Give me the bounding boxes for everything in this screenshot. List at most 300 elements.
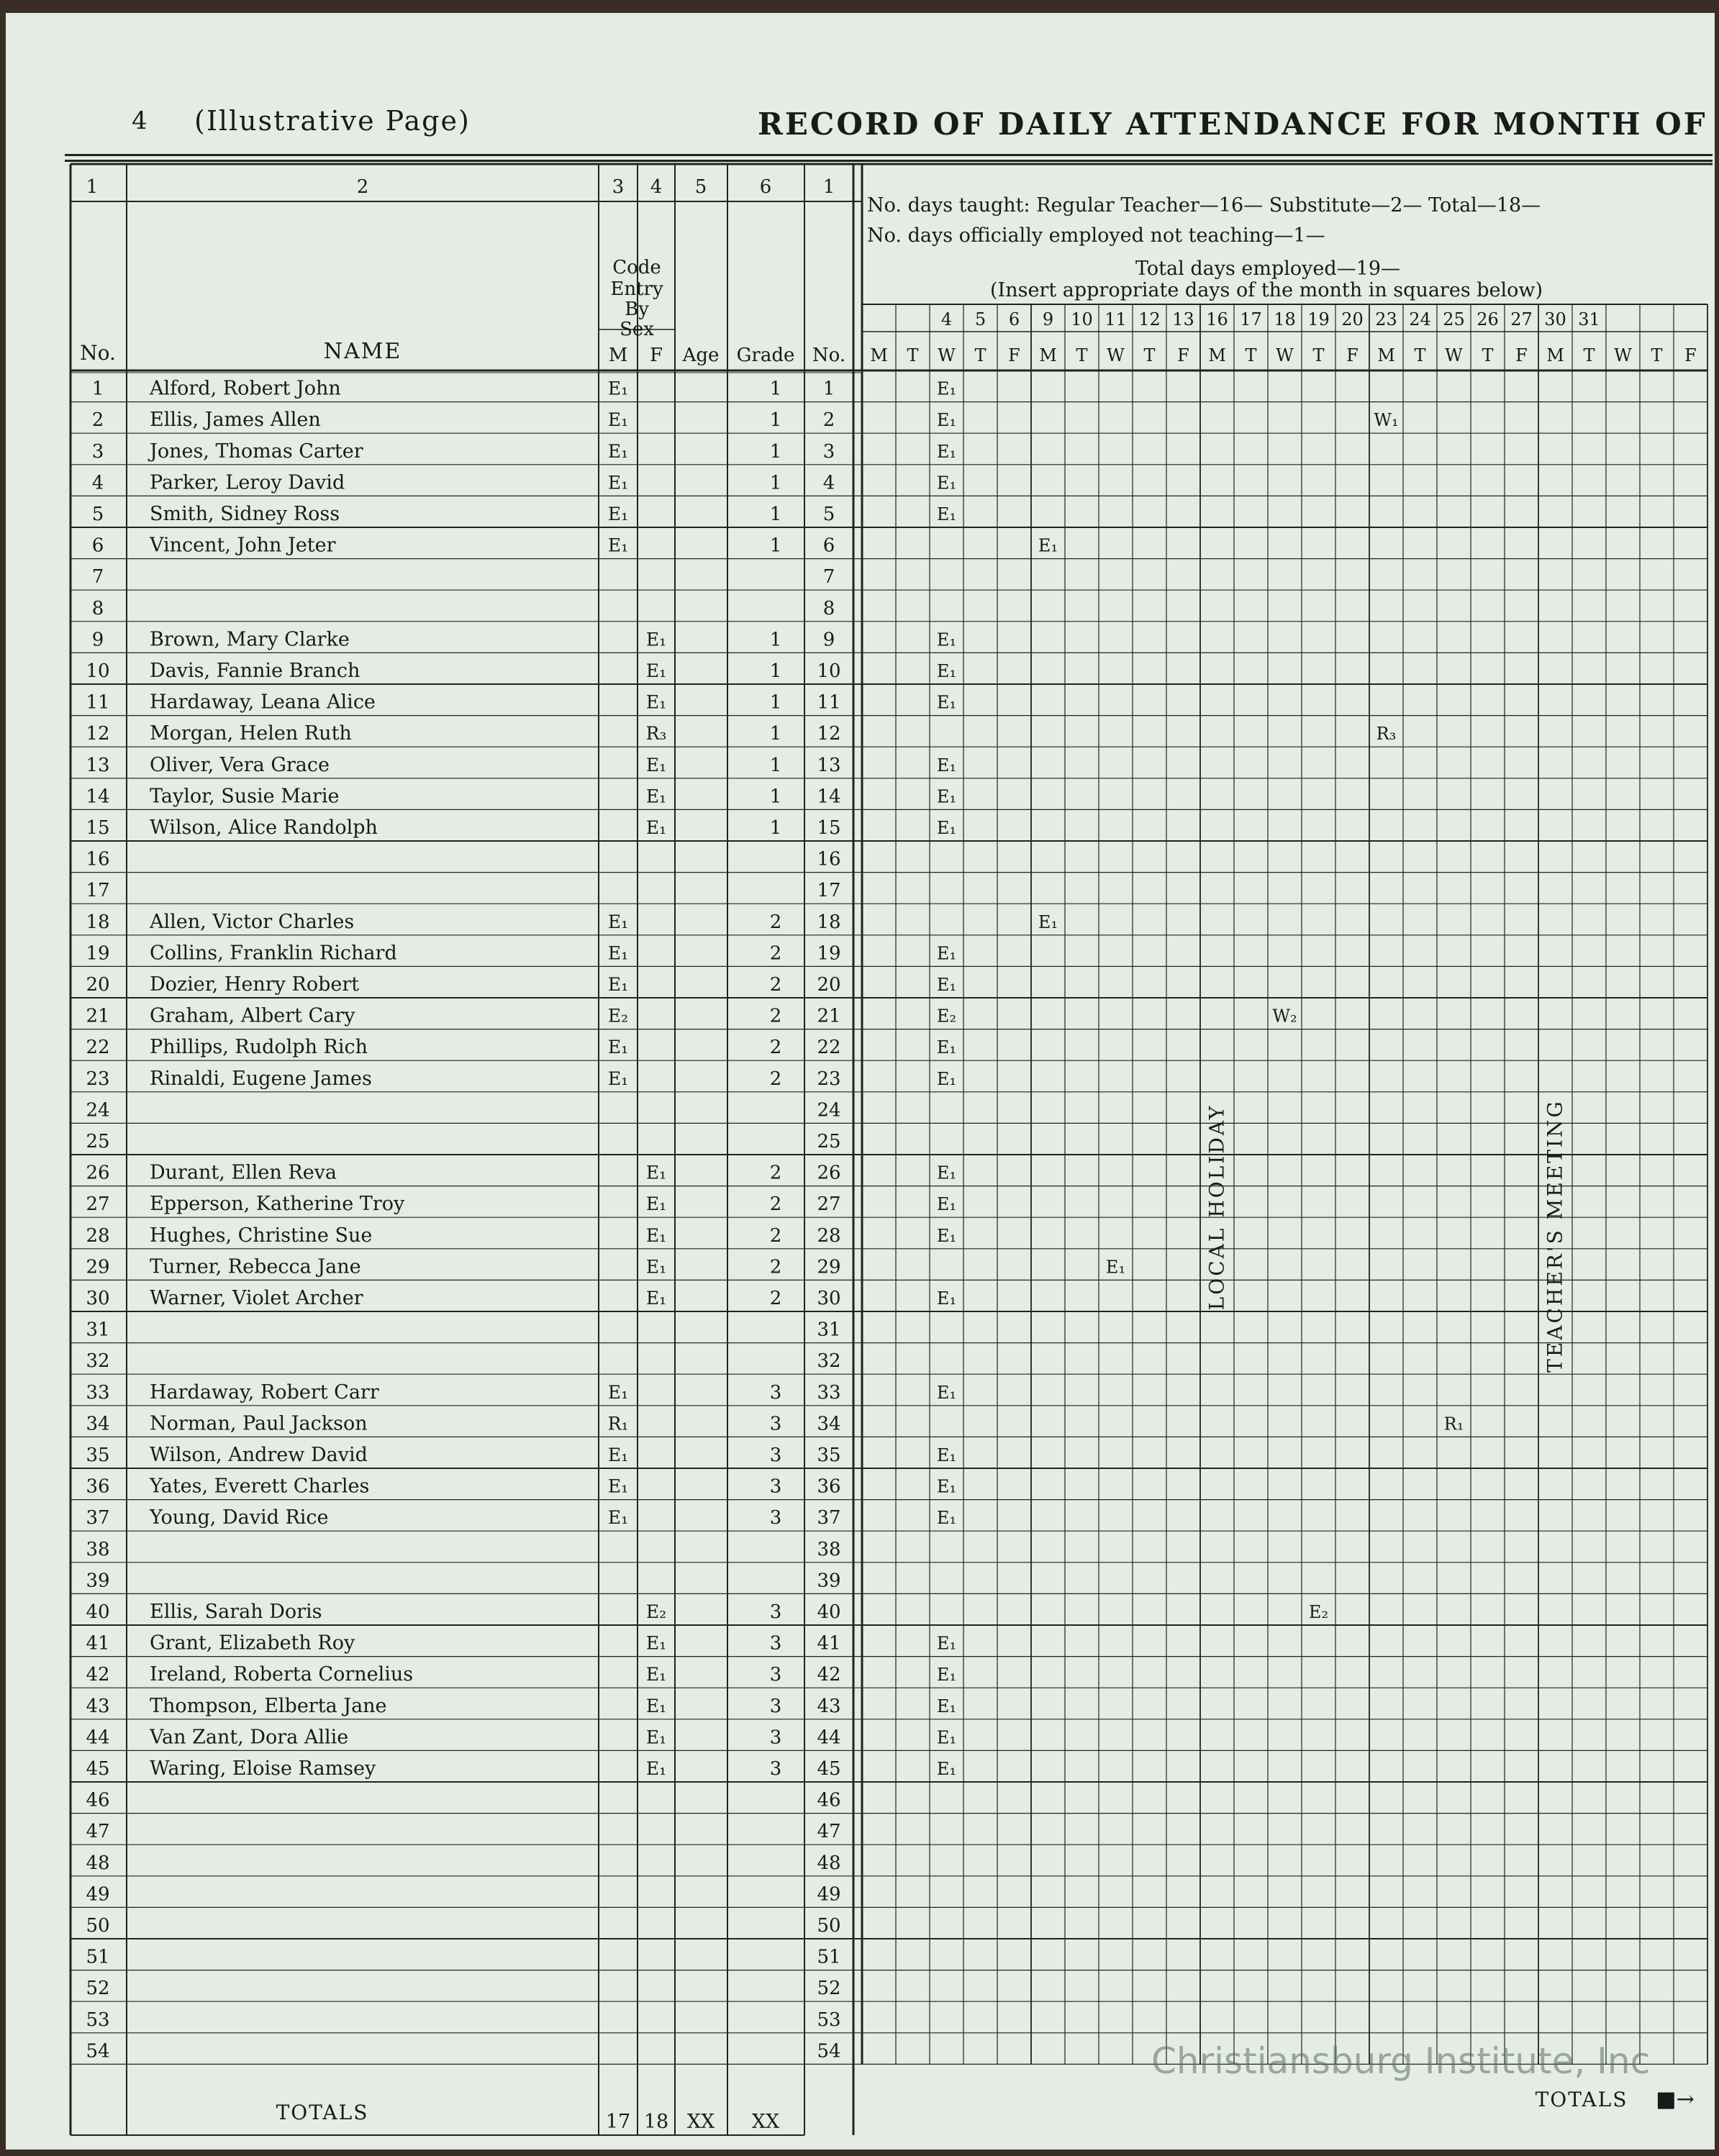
row-number-right: 4 [822, 472, 835, 494]
student-name: Yates, Everett Charles [150, 1475, 370, 1498]
attendance-entry: E₁ [936, 1633, 957, 1654]
calendar-date: 27 [1510, 309, 1533, 329]
row-number-right: 10 [817, 660, 841, 682]
code-m: E₁ [607, 472, 629, 493]
grade: 3 [769, 1727, 782, 1749]
attendance-entry: E₁ [936, 1225, 957, 1246]
row-number: 41 [86, 1632, 110, 1655]
grade: 2 [769, 1037, 782, 1059]
attendance-entry: E₁ [936, 504, 957, 524]
student-name: Rinaldi, Eugene James [150, 1067, 372, 1090]
row-number-right: 52 [817, 1978, 841, 2000]
totals-arrow-icon: ■→ [1656, 2087, 1695, 2112]
attendance-entry: E₁ [936, 410, 957, 431]
total-f: 18 [643, 2111, 669, 2133]
total-age: XX [686, 2111, 715, 2133]
grade: 1 [769, 691, 782, 714]
calendar-weekday: W [1445, 345, 1463, 365]
row-number: 1 [91, 378, 104, 400]
calendar-weekday: M [870, 345, 888, 365]
code-header: Sex [620, 319, 654, 340]
calendar-weekday: T [1312, 345, 1325, 365]
calendar-date: 26 [1477, 309, 1499, 329]
student-name: Collins, Franklin Richard [150, 942, 397, 965]
row-number: 9 [91, 629, 104, 651]
row-number-right: 12 [817, 723, 841, 745]
calendar-date: 11 [1105, 309, 1127, 329]
attendance-entry: E₁ [936, 1068, 957, 1089]
code-f: E₁ [645, 786, 667, 807]
code-m: E₁ [607, 409, 629, 431]
attendance-sheet [6, 13, 1715, 2150]
row-number: 5 [91, 504, 104, 525]
row-number: 30 [86, 1288, 110, 1309]
row-number-right: 36 [817, 1475, 841, 1498]
row-number: 53 [86, 2009, 110, 2031]
attendance-entry: E₁ [936, 1476, 957, 1497]
code-f: E₁ [645, 691, 667, 713]
student-name: Ellis, Sarah Doris [150, 1601, 322, 1623]
calendar-date: 25 [1443, 309, 1465, 329]
row-number-right: 9 [822, 629, 835, 651]
row-number: 34 [86, 1413, 110, 1435]
row-number: 29 [86, 1256, 110, 1278]
row-number-right: 25 [817, 1131, 841, 1152]
row-number-right: 22 [817, 1037, 841, 1059]
calendar-weekday: M [1208, 345, 1226, 365]
row-number-right: 32 [817, 1350, 841, 1373]
student-name: Hughes, Christine Sue [150, 1224, 373, 1247]
instruction-line: (Insert appropriate days of the month in squares below) [990, 279, 1543, 301]
calendar-weekday: W [1614, 345, 1632, 365]
row-number: 15 [86, 817, 110, 839]
grade: 3 [769, 1664, 782, 1686]
attendance-entry: E₁ [936, 1163, 957, 1183]
row-number: 45 [86, 1758, 110, 1780]
row-number: 33 [86, 1381, 110, 1404]
grade: 3 [769, 1381, 782, 1404]
calendar-weekday: F [1515, 345, 1528, 365]
watermark: Christiansburg Institute, Inc [1151, 2040, 1651, 2082]
attendance-entry: E₁ [936, 1445, 957, 1465]
row-number: 39 [86, 1570, 110, 1592]
attendance-entry: E₂ [936, 1006, 957, 1027]
row-number: 40 [86, 1601, 110, 1623]
row-number: 4 [91, 472, 104, 494]
calendar-date: 23 [1375, 309, 1397, 329]
student-name: Turner, Rebecca Jane [150, 1255, 361, 1278]
attendance-entry: E₁ [936, 629, 957, 650]
column-number: 5 [694, 176, 707, 198]
attendance-entry: E₁ [936, 1194, 957, 1215]
grade: 2 [769, 942, 782, 965]
row-number-right: 13 [817, 754, 841, 776]
teachers-meeting-label: TEACHER'S MEETING [1543, 1099, 1567, 1373]
code-f: E₁ [645, 1256, 667, 1278]
total-grade: XX [751, 2111, 780, 2133]
row-number: 36 [86, 1475, 110, 1498]
row-number-right: 28 [817, 1224, 841, 1247]
row-number: 52 [86, 1978, 110, 2000]
code-m: E₁ [607, 942, 629, 964]
attendance-entry: E₁ [936, 378, 957, 399]
row-number-right: 11 [817, 691, 841, 714]
row-number: 26 [86, 1162, 110, 1184]
row-number-right: 3 [822, 440, 835, 463]
f-header: F [649, 345, 663, 366]
calendar-weekday: T [1143, 345, 1156, 365]
calendar-weekday: F [1008, 345, 1020, 365]
code-f: E₁ [645, 1193, 667, 1215]
grade: 1 [769, 786, 782, 808]
calendar-weekday: F [1346, 345, 1359, 365]
code-f: E₁ [645, 660, 667, 681]
grade: 3 [769, 1413, 782, 1435]
student-name: Warner, Violet Archer [150, 1287, 363, 1309]
row-number: 19 [86, 942, 110, 965]
row-number-right: 43 [817, 1695, 841, 1717]
calendar-weekday: F [1177, 345, 1189, 365]
student-name: Dozier, Henry Robert [150, 973, 360, 996]
calendar-date: 19 [1307, 309, 1330, 329]
grade: 1 [769, 817, 782, 839]
grade: 2 [769, 1288, 782, 1309]
student-name: Wilson, Alice Randolph [150, 817, 378, 839]
calendar-weekday: T [1076, 345, 1088, 365]
row-number: 47 [86, 1821, 110, 1843]
row-number: 35 [86, 1445, 110, 1466]
row-number-right: 27 [817, 1193, 841, 1216]
grade: 1 [769, 660, 782, 682]
calendar-weekday: T [974, 345, 987, 365]
row-number: 50 [86, 1915, 110, 1937]
row-number: 32 [86, 1350, 110, 1373]
column-number: 1 [86, 176, 99, 198]
calendar-weekday: W [938, 345, 956, 365]
column-number: 2 [356, 176, 369, 198]
row-number-right: 49 [817, 1883, 841, 1906]
attendance-grid [6, 13, 1715, 2150]
calendar-date: 17 [1240, 309, 1262, 329]
grade: 2 [769, 1068, 782, 1090]
code-f: E₁ [645, 1664, 667, 1686]
student-name: Epperson, Katherine Troy [150, 1193, 405, 1216]
code-f: E₁ [645, 1758, 667, 1779]
code-m: E₁ [607, 911, 629, 932]
attendance-entry: E₁ [936, 1288, 957, 1309]
row-number-right: 47 [817, 1821, 841, 1843]
code-header: Code [612, 257, 661, 278]
row-number-right: 20 [817, 974, 841, 996]
calendar-date: 9 [1042, 309, 1054, 329]
student-name: Ireland, Roberta Cornelius [150, 1663, 414, 1686]
totals-label: TOTALS [276, 2101, 369, 2124]
calendar-date: 24 [1409, 309, 1431, 329]
grade: 3 [769, 1475, 782, 1498]
calendar-weekday: T [1482, 345, 1494, 365]
row-number-right: 7 [822, 566, 835, 588]
code-header: Entry [610, 278, 663, 300]
student-name: Norman, Paul Jackson [150, 1412, 368, 1435]
code-m: E₁ [607, 1037, 629, 1058]
attendance-entry: E₁ [936, 1759, 957, 1779]
row-number: 11 [86, 691, 110, 714]
row-number: 14 [86, 786, 110, 808]
row-number: 48 [86, 1852, 110, 1874]
student-name: Ellis, James Allen [150, 409, 321, 432]
row-number-right: 15 [817, 817, 841, 839]
code-m: E₁ [607, 1507, 629, 1529]
calendar-date: 10 [1071, 309, 1093, 329]
student-name: Davis, Fannie Branch [150, 660, 360, 682]
no-header: No. [80, 341, 116, 365]
student-name: Smith, Sidney Ross [150, 503, 340, 525]
code-m: E₁ [607, 974, 629, 995]
grade: 3 [769, 1758, 782, 1780]
calendar-date: 5 [974, 309, 987, 329]
grade: 1 [769, 472, 782, 494]
row-number-right: 18 [817, 911, 841, 933]
calendar-weekday: M [1377, 345, 1395, 365]
totals-right-label: TOTALS [1535, 2088, 1628, 2111]
student-name: Brown, Mary Clarke [150, 628, 350, 651]
column-number: 3 [612, 176, 625, 198]
attendance-entry: E₁ [936, 1696, 957, 1716]
attendance-entry: E₁ [936, 755, 957, 775]
row-number: 42 [86, 1664, 110, 1686]
student-name: Vincent, John Jeter [150, 534, 336, 557]
calendar-weekday: F [1684, 345, 1697, 365]
student-name: Durant, Ellen Reva [150, 1161, 337, 1184]
code-f: E₁ [645, 1288, 667, 1309]
column-number: 1 [822, 176, 835, 198]
attendance-entry: E₁ [936, 692, 957, 713]
student-name: Allen, Victor Charles [150, 910, 355, 933]
row-number-right: 50 [817, 1915, 841, 1937]
grade: 1 [769, 535, 782, 557]
code-f: E₁ [645, 1695, 667, 1716]
grade: 3 [769, 1695, 782, 1717]
column-number: 6 [759, 176, 772, 198]
row-number-right: 21 [817, 1005, 841, 1027]
grade: 1 [769, 504, 782, 525]
attendance-entry: E₁ [1105, 1257, 1126, 1278]
age-header: Age [682, 345, 720, 366]
row-number: 18 [86, 911, 110, 933]
student-name: Phillips, Rudolph Rich [150, 1036, 368, 1059]
row-number-right: 8 [822, 597, 835, 619]
attendance-entry: E₁ [936, 975, 957, 995]
student-name: Hardaway, Leana Alice [150, 691, 376, 714]
student-name: Van Zant, Dora Allie [150, 1726, 349, 1749]
row-number-right: 54 [817, 2040, 841, 2062]
attendance-entry: E₁ [936, 661, 957, 681]
row-number: 22 [86, 1037, 110, 1059]
grade: 3 [769, 1601, 782, 1623]
grade: 1 [769, 629, 782, 651]
total-m: 17 [605, 2111, 631, 2133]
row-number: 46 [86, 1789, 110, 1811]
row-number-right: 53 [817, 2009, 841, 2031]
days-employed-line: Total days employed—19— [1135, 258, 1401, 280]
row-number-right: 38 [817, 1538, 841, 1560]
row-number-right: 41 [817, 1632, 841, 1655]
attendance-entry: E₁ [936, 1382, 957, 1403]
grade: 2 [769, 911, 782, 933]
row-number: 20 [86, 974, 110, 996]
grade: 1 [769, 723, 782, 745]
row-number: 10 [86, 660, 110, 682]
row-number: 12 [86, 723, 110, 745]
grade: 3 [769, 1507, 782, 1529]
page-label: (Illustrative Page) [194, 105, 471, 137]
student-name: Wilson, Andrew David [150, 1444, 368, 1466]
calendar-date: 13 [1172, 309, 1194, 329]
grade: 3 [769, 1632, 782, 1655]
student-name: Oliver, Vera Grace [150, 753, 330, 776]
calendar-weekday: T [1583, 345, 1595, 365]
row-number: 23 [86, 1068, 110, 1090]
row-number: 13 [86, 754, 110, 776]
code-f: R₃ [645, 723, 667, 745]
attendance-entry: E₁ [936, 1665, 957, 1686]
row-number-right: 45 [817, 1758, 841, 1780]
code-f: E₁ [645, 817, 667, 838]
row-number-right: 48 [817, 1852, 841, 1874]
row-number: 6 [91, 535, 104, 557]
name-header: NAME [323, 339, 402, 364]
row-number-right: 51 [817, 1946, 841, 1968]
row-number: 51 [86, 1946, 110, 1968]
calendar-weekday: T [907, 345, 919, 365]
code-m: E₁ [607, 1381, 629, 1403]
grade: 2 [769, 1256, 782, 1278]
grade: 1 [769, 378, 782, 400]
calendar-date: 31 [1578, 309, 1600, 329]
row-number: 17 [86, 880, 110, 902]
row-number-right: 31 [817, 1319, 841, 1341]
row-number-right: 29 [817, 1256, 841, 1278]
row-number-right: 39 [817, 1570, 841, 1592]
row-number-right: 17 [817, 880, 841, 902]
grade: 2 [769, 1193, 782, 1216]
page-title: RECORD OF DAILY ATTENDANCE FOR MONTH OF [758, 106, 1707, 142]
attendance-entry: E₁ [936, 473, 957, 493]
m-header: M [608, 345, 628, 366]
row-number: 16 [86, 848, 110, 870]
calendar-weekday: M [1546, 345, 1564, 365]
calendar-date: 20 [1341, 309, 1364, 329]
row-number-right: 19 [817, 942, 841, 965]
code-m: E₁ [607, 378, 629, 399]
row-number-right: 33 [817, 1381, 841, 1404]
row-number: 28 [86, 1224, 110, 1247]
row-number-right: 42 [817, 1664, 841, 1686]
calendar-date: 6 [1008, 309, 1020, 329]
row-number-right: 34 [817, 1413, 841, 1435]
row-number-right: 44 [817, 1727, 841, 1749]
attendance-entry: R₃ [1376, 724, 1397, 745]
student-name: Graham, Albert Cary [150, 1004, 355, 1027]
attendance-entry: E₁ [1038, 535, 1058, 556]
code-f: E₁ [645, 1727, 667, 1748]
attendance-entry: E₁ [936, 1037, 957, 1058]
student-name: Taylor, Susie Marie [150, 785, 340, 808]
row-number-right: 23 [817, 1068, 841, 1090]
row-number-right: 40 [817, 1601, 841, 1623]
row-number: 37 [86, 1507, 110, 1529]
student-name: Waring, Eloise Ramsey [150, 1757, 376, 1780]
code-f: E₁ [645, 1632, 667, 1654]
student-name: Parker, Leroy David [150, 471, 345, 494]
column-number: 4 [650, 176, 663, 198]
row-number-right: 24 [817, 1099, 841, 1122]
code-m: E₁ [607, 504, 629, 524]
calendar-date: 18 [1274, 309, 1296, 329]
grade-header: Grade [736, 345, 795, 366]
code-m: E₁ [607, 1068, 629, 1089]
no-right-header: No. [812, 345, 846, 366]
row-number-right: 46 [817, 1789, 841, 1811]
row-number-right: 14 [817, 786, 841, 808]
student-name: Young, David Rice [150, 1506, 329, 1529]
row-number: 24 [86, 1099, 110, 1122]
student-name: Jones, Thomas Carter [150, 440, 363, 463]
code-m: E₁ [607, 440, 629, 462]
row-number: 25 [86, 1131, 110, 1152]
row-number: 54 [86, 2040, 110, 2062]
row-number: 31 [86, 1319, 110, 1341]
attendance-entry: E₁ [936, 1727, 957, 1748]
attendance-entry: E₁ [1038, 911, 1058, 932]
code-m: E₁ [607, 1445, 629, 1465]
grade: 2 [769, 974, 782, 996]
calendar-weekday: T [1414, 345, 1426, 365]
code-f: E₁ [645, 1162, 667, 1183]
row-number-right: 1 [822, 378, 835, 400]
calendar-weekday: M [1039, 345, 1057, 365]
attendance-entry: E₁ [936, 818, 957, 838]
calendar-weekday: W [1276, 345, 1294, 365]
row-number: 38 [86, 1538, 110, 1560]
row-number: 8 [91, 597, 104, 619]
code-f: E₁ [645, 1224, 667, 1246]
row-number: 2 [91, 409, 104, 432]
student-name: Grant, Elizabeth Roy [150, 1632, 355, 1655]
local-holiday-label: LOCAL HOLIDAY [1205, 1104, 1229, 1311]
grade: 1 [769, 409, 782, 432]
row-number-right: 35 [817, 1445, 841, 1466]
row-number-right: 6 [822, 535, 835, 557]
code-m: R₁ [607, 1413, 629, 1434]
days-not-teaching-line: No. days officially employed not teaching—1— [867, 224, 1325, 247]
row-number: 21 [86, 1005, 110, 1027]
grade: 3 [769, 1445, 782, 1466]
student-name: Thompson, Elberta Jane [150, 1694, 387, 1717]
page-number: 4 [132, 106, 148, 135]
calendar-date: 16 [1206, 309, 1228, 329]
student-name: Alford, Robert John [150, 377, 341, 400]
row-number-right: 37 [817, 1507, 841, 1529]
days-taught-line: No. days taught: Regular Teacher—16— Substitute—2— Total—18— [867, 194, 1541, 217]
calendar-weekday: T [1245, 345, 1257, 365]
row-number-right: 26 [817, 1162, 841, 1184]
student-name: Morgan, Helen Ruth [150, 722, 352, 745]
calendar-weekday: W [1107, 345, 1125, 365]
row-number: 27 [86, 1193, 110, 1216]
row-number: 43 [86, 1695, 110, 1717]
student-name: Hardaway, Robert Carr [150, 1381, 379, 1404]
